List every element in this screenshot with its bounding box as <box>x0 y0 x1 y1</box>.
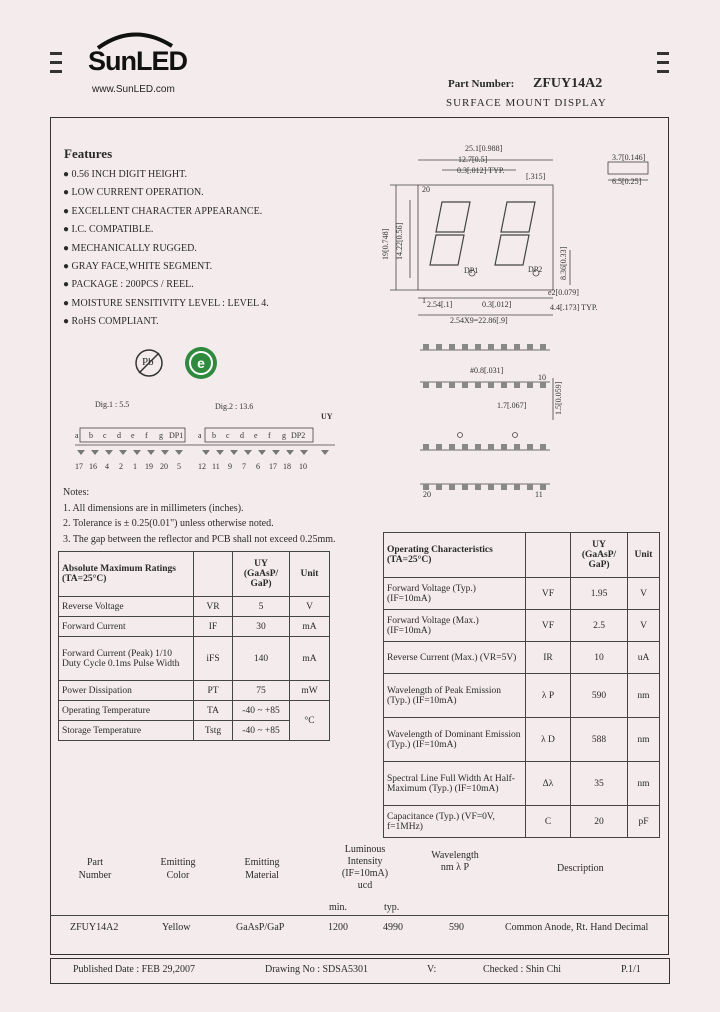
header-min: min. <box>329 902 348 913</box>
svg-text:a: a <box>75 431 79 440</box>
feature-item: ● PACKAGE : 200PCS / REEL. <box>63 279 194 290</box>
logo <box>86 26 196 84</box>
table-header: UY (GaAsP/ GaP) <box>233 552 290 597</box>
drawing-number: Drawing No : SDSA5301 <box>265 964 369 975</box>
svg-text:e2[0.079]: e2[0.079] <box>548 288 579 297</box>
note-item: 3. The gap between the reflector and PCB shall not exceed 0.25mm. <box>63 534 336 545</box>
table-header: UY (GaAsP/ GaP) <box>571 533 628 578</box>
table-row: Forward Voltage (Max.) (IF=10mA) VF 2.5 V <box>384 610 660 642</box>
package-dimension-drawing <box>360 140 660 340</box>
svg-text:1.7[.067]: 1.7[.067] <box>497 401 527 410</box>
table-row: Reverse Voltage VR 5 V <box>59 597 330 617</box>
table-row: Spectral Line Full Width At Half-Maximum (Typ.) (IF=10mA) Δλ 35 nm <box>384 762 660 806</box>
table-header: Unit <box>290 552 330 597</box>
svg-text:f: f <box>268 431 271 440</box>
feature-item: ● I.C. COMPATIBLE. <box>63 224 154 235</box>
svg-text:DP1: DP1 <box>464 266 479 275</box>
header-emitting-material: Emitting Material <box>244 857 280 881</box>
row-color: Yellow <box>162 922 191 933</box>
feature-item: ● MECHANICALLY RUGGED. <box>63 243 197 254</box>
note-item: 2. Tolerance is ± 0.25(0.01") unless otherwise noted. <box>63 518 274 529</box>
svg-text:c: c <box>226 431 230 440</box>
checked-by: Checked : Shin Chi <box>483 964 562 975</box>
table-row: Forward Voltage (Typ.) (IF=10mA) VF 1.95 V <box>384 578 660 610</box>
table-row: Power Dissipation PT 75 mW <box>59 681 330 701</box>
svg-text:10: 10 <box>299 462 307 471</box>
table-header: Absolute Maximum Ratings (TA=25°C) <box>59 552 194 597</box>
absolute-max-ratings-table <box>58 551 330 741</box>
note-item: 1. All dimensions are in millimeters (inches). <box>63 503 244 514</box>
svg-text:0.3[.012] TYP.: 0.3[.012] TYP. <box>457 166 505 175</box>
svg-text:d: d <box>240 431 244 440</box>
table-row: Wavelength of Peak Emission (Typ.) (IF=10mA) λ P 590 nm <box>384 674 660 718</box>
svg-text:10: 10 <box>538 373 546 382</box>
svg-text:14.22[0.56]: 14.22[0.56] <box>395 222 404 260</box>
header-part-number: Part Number <box>78 857 112 881</box>
svg-text:2.54X9=22.86[.9]: 2.54X9=22.86[.9] <box>450 316 508 325</box>
table-row: Operating Temperature TA -40 ~ +85 °C <box>59 701 330 721</box>
table-row: Wavelength of Dominant Emission (Typ.) (IF=10mA) λ D 588 nm <box>384 718 660 762</box>
svg-text:1: 1 <box>422 296 426 305</box>
feature-item: ● EXCELLENT CHARACTER APPEARANCE. <box>63 206 263 217</box>
svg-text:17: 17 <box>75 462 83 471</box>
row-part: ZFUY14A2 <box>70 922 119 933</box>
svg-text:[.315]: [.315] <box>526 172 546 181</box>
row-wavelength: 590 <box>449 922 464 933</box>
svg-text:20: 20 <box>160 462 168 471</box>
table-row: Reverse Current (Max.) (VR=5V) IR 10 uA <box>384 642 660 674</box>
table-row: Storage Temperature Tstg -40 ~ +85 <box>59 721 330 741</box>
feature-item: ● GRAY FACE,WHITE SEGMENT. <box>63 261 213 272</box>
svg-text:DP2: DP2 <box>291 431 306 440</box>
part-number-label: Part Number: <box>448 78 515 90</box>
svg-text:0.3[.012]: 0.3[.012] <box>482 300 512 309</box>
svg-text:20: 20 <box>423 490 431 499</box>
part-table <box>50 842 668 938</box>
svg-text:12.7[0.5]: 12.7[0.5] <box>458 155 488 164</box>
svg-text:c: c <box>103 431 107 440</box>
footer <box>50 958 670 984</box>
svg-text:25.1[0.988]: 25.1[0.988] <box>465 144 503 153</box>
svg-text:2: 2 <box>119 462 123 471</box>
pb-free-icon: Pb <box>133 347 165 379</box>
logo-text: SunLED <box>88 46 187 76</box>
svg-text:9: 9 <box>228 462 232 471</box>
features-title: Features <box>64 146 113 161</box>
svg-text:Dig.1 : 5.5: Dig.1 : 5.5 <box>95 400 130 409</box>
svg-text:e: e <box>254 431 258 440</box>
svg-text:20: 20 <box>422 185 430 194</box>
svg-text:#0.8[.031]: #0.8[.031] <box>470 366 504 375</box>
svg-text:4: 4 <box>105 462 109 471</box>
part-number: ZFUY14A2 <box>533 76 603 91</box>
circuit-diagram <box>65 395 350 475</box>
svg-text:g: g <box>282 431 286 440</box>
page-number: P.1/1 <box>621 964 641 975</box>
svg-text:DP1: DP1 <box>169 431 184 440</box>
svg-text:2.54[.1]: 2.54[.1] <box>427 300 453 309</box>
svg-text:19[0.748]: 19[0.748] <box>381 228 390 260</box>
svg-text:17: 17 <box>269 462 277 471</box>
svg-text:a: a <box>198 431 202 440</box>
svg-text:f: f <box>145 431 148 440</box>
feature-item: ● MOISTURE SENSITIVITY LEVEL : LEVEL 4. <box>63 298 269 309</box>
svg-text:e: e <box>131 431 135 440</box>
header-wavelength: Wavelength nm λ P <box>431 850 479 873</box>
svg-text:8.36[0.33]: 8.36[0.33] <box>559 246 568 280</box>
table-header: Unit <box>628 533 660 578</box>
version: V: <box>427 964 437 975</box>
svg-text:18: 18 <box>283 462 291 471</box>
row-material: GaAsP/GaP <box>236 922 285 933</box>
lead-layout-drawing <box>415 340 575 500</box>
row-min: 1200 <box>328 922 348 933</box>
svg-text:6.5[0.25]: 6.5[0.25] <box>612 177 642 186</box>
svg-text:16: 16 <box>89 462 97 471</box>
published-date: Published Date : FEB 29,2007 <box>73 964 195 975</box>
svg-text:d: d <box>117 431 121 440</box>
header-typ: typ. <box>384 902 400 913</box>
svg-text:7: 7 <box>242 462 246 471</box>
rohs-compliant-icon <box>183 345 219 381</box>
svg-text:e: e <box>197 355 205 371</box>
svg-text:g: g <box>159 431 163 440</box>
feature-item: ● LOW CURRENT OPERATION. <box>63 187 204 198</box>
feature-item: ● 0.56 INCH DIGIT HEIGHT. <box>63 169 187 180</box>
svg-text:6: 6 <box>256 462 260 471</box>
operating-characteristics-table <box>383 532 660 838</box>
header-description: Description <box>557 863 604 874</box>
svg-text:3.7[0.146]: 3.7[0.146] <box>612 153 646 162</box>
header-emitting-color: Emitting Color <box>160 857 196 881</box>
table-row: Capacitance (Typ.) (VF=0V, f=1MHz) C 20 pF <box>384 806 660 838</box>
table-header: Operating Characteristics (TA=25°C) <box>384 533 526 578</box>
svg-text:b: b <box>212 431 216 440</box>
svg-text:UY: UY <box>321 412 333 421</box>
svg-text:b: b <box>89 431 93 440</box>
svg-text:1.5[0.059]: 1.5[0.059] <box>554 381 563 415</box>
divider <box>50 915 668 916</box>
svg-text:1: 1 <box>133 462 137 471</box>
notes-title: Notes: <box>63 487 90 498</box>
row-typ: 4990 <box>383 922 403 933</box>
svg-text:Dig.2 : 13.6: Dig.2 : 13.6 <box>215 402 254 411</box>
svg-text:11: 11 <box>212 462 220 471</box>
feature-item: ● RoHS COMPLIANT. <box>63 316 159 327</box>
svg-text:19: 19 <box>145 462 153 471</box>
svg-text:11: 11 <box>535 490 543 499</box>
table-row: Forward Current IF 30 mA <box>59 617 330 637</box>
svg-text:DP2: DP2 <box>528 265 543 274</box>
product-type: SURFACE MOUNT DISPLAY <box>446 97 607 109</box>
header-luminous-intensity: Luminous Intensity (IF=10mA) ucd <box>341 844 389 891</box>
row-description: Common Anode, Rt. Hand Decimal <box>505 922 649 933</box>
website-link[interactable]: www.SunLED.com <box>92 84 175 95</box>
svg-text:12: 12 <box>198 462 206 471</box>
table-row: Forward Current (Peak) 1/10 Duty Cycle 0.1ms Pulse Width iFS 140 mA <box>59 637 330 681</box>
svg-text:5: 5 <box>177 462 181 471</box>
svg-text:4.4[.173] TYP.: 4.4[.173] TYP. <box>550 303 598 312</box>
